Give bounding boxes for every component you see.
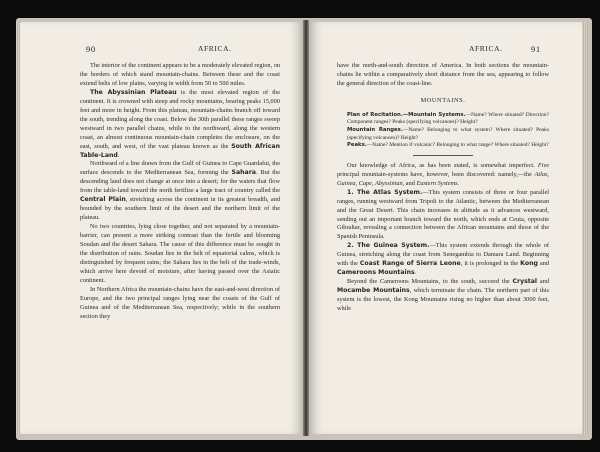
- term-cameroons-mountains: Cameroons Mountains: [337, 269, 415, 277]
- plan-mountain-systems: [337, 112, 549, 127]
- term-central-plain: Central Plain: [80, 196, 126, 204]
- term-crystal: Crystal: [512, 278, 538, 286]
- text-span: and: [537, 260, 550, 268]
- paragraph-soudan-contrast: No two countries, lying close together, and not separated by a mountain-barrier, can present a more striking contrast than the fertile and blooming Soudan and the desert Sahara. The cause of this difference must be sought in the distribution of rains. Soudan lies in the belt of equatorial calms, which is distinguished by frequent rains; the Sahara lies in the belt of the trade-winds, which arrive here devoid of moisture, after having passed over the Asiatic continent.: [80, 223, 280, 284]
- text-span: —This system extends through the whole of Guinea, stretching along the coast from Senegambia to Damara Land. Beginning with the: [337, 242, 549, 268]
- paragraph-abyssinian-plateau: [80, 89, 280, 161]
- italic-text: Atlas, Guinea, Cape, Abyssinian,: [337, 170, 549, 187]
- plan-label: Mountain Ranges.: [347, 127, 403, 133]
- plan-text: —Name? Mention if volcanic? Belonging to what range? Where situated? Height?: [366, 142, 549, 149]
- left-page-body: [80, 62, 280, 322]
- paragraph-interior: The interior of the continent appears to be a moderately elevated region, on the borders of which stand mountain-chains. Between these and the coast extend belts of low plains, varying in width from 50 to 500 miles.: [80, 62, 280, 87]
- paragraph-atlas-system: [337, 189, 549, 243]
- text-span: Northward of a line drawn from the Gulf of Guinea to Cape Guardafui, the surface descends to the Mediterranean Sea, forming the: [80, 160, 280, 177]
- term-coast-range: Coast Range of Sierra Leone: [359, 260, 461, 268]
- text-span: —This system consists of three or four parallel ranges, running westward from Tripoli to the Atlantic, between the Mediterranean and the Great Desert. This chain increases in altitude as it advances westward, sending out an important branch toward the north, which ends at Ceuta, opposite Gibraltar, revealing a connection between the African mountains and those of the Spanish Peninsula.: [337, 188, 550, 241]
- term-sahara: Sahara: [231, 169, 256, 177]
- text-span: . But the descending land does not change at once into a desert; for the waters that flow from the table-land toward the north fertilize a large tract of country called the: [80, 169, 280, 195]
- text-span: and: [537, 278, 549, 286]
- italic-text: Five: [537, 161, 549, 169]
- text-span: principal mountain-systems have, however, been discovered: namely,—the: [337, 170, 535, 178]
- term-abyssinian-plateau: The Abyssinian Plateau: [90, 88, 177, 96]
- open-book: [16, 18, 592, 440]
- text-span: .: [414, 269, 417, 277]
- plan-label: Plan of Recitation.—Mountain Systems.: [347, 111, 466, 118]
- left-page-number: 90: [86, 44, 96, 54]
- left-page: [20, 22, 303, 434]
- section-title: MOUNTAINS.: [420, 96, 466, 104]
- text-span: .: [117, 151, 120, 159]
- paragraph-continuation: have the north-and-south direction of America. In both sections the mountain-chains lie within a comparatively short distance from the sea, appearing to follow the general direction of the coast-line.: [337, 62, 549, 87]
- right-page-number: 91: [531, 44, 541, 54]
- text-span: , stretching across the continent in its greatest breadth, and bounded by the southern limit of the desert and the northern limit of the plateau.: [80, 196, 280, 222]
- right-running-title: AFRICA.: [469, 44, 503, 53]
- right-page-body: [337, 62, 549, 314]
- term-guinea-system: 2. The Guinea System.: [347, 242, 430, 250]
- plan-mountain-ranges: [337, 127, 549, 142]
- text-span: Our knowledge of Africa, as has been stated, is somewhat imperfect.: [347, 161, 538, 169]
- plan-peaks: [337, 142, 549, 150]
- term-mocambe-mountains: Mocambe Mountains: [337, 287, 410, 295]
- italic-text: Eastern Systems.: [416, 179, 460, 187]
- right-page-edges: [582, 22, 588, 434]
- paragraph-cameroons: [337, 278, 549, 314]
- term-atlas-system: 1. The Atlas System.: [347, 188, 423, 196]
- paragraph-northern-africa: In Northern Africa the mountain-chains have the east-and-west direction of Europe, and the two principal ranges lying near the coasts of the Gulf of Guinea and of the Mediterranean Sea, respectively; while in the southern section they: [80, 285, 280, 320]
- text-span: , which terminate the chain. The northern part of this system is the lowest, the Kong Mountains rising no higher than about 3000 feet, while: [337, 287, 550, 313]
- plan-text: —Name? Belonging to what system? Where situated? Peaks (specifying volcanoes)? Height?: [347, 127, 549, 141]
- right-page: [309, 22, 582, 434]
- text-span: is the most elevated region of the continent. It is crowned with steep and rocky mountains, bearing peaks 15,000 feet and more in height. From this plateau, mountain-chains branch off toward the south, trending along the coast. Below the 30th parallel these ranges sweep westward in two parallel chains, while to the northward, along the western coast, an almost continuous mountain-chain completes the enclosure, on the east, south, and west, of the vast plateau known as the: [80, 88, 280, 150]
- paragraph-guinea-system: [337, 242, 549, 278]
- text-span: , it is prolonged in the: [460, 260, 521, 268]
- paragraph-five-systems: [337, 162, 549, 189]
- term-south-african-table-land: South African Table-Land: [80, 142, 281, 159]
- plan-label: Peaks.: [347, 142, 367, 149]
- text-span: and: [404, 179, 417, 187]
- term-kong: Kong: [520, 260, 538, 268]
- text-span: Beyond the Cameroons Mountains, to the south, succeed the: [347, 278, 513, 286]
- plan-text: —Name? Where situated? Direction? Component ranges? Peaks (specifying volcanoes)? Height?: [347, 111, 549, 126]
- section-divider: [413, 155, 473, 156]
- paragraph-sahara: [80, 160, 280, 223]
- left-running-title: AFRICA.: [198, 44, 232, 53]
